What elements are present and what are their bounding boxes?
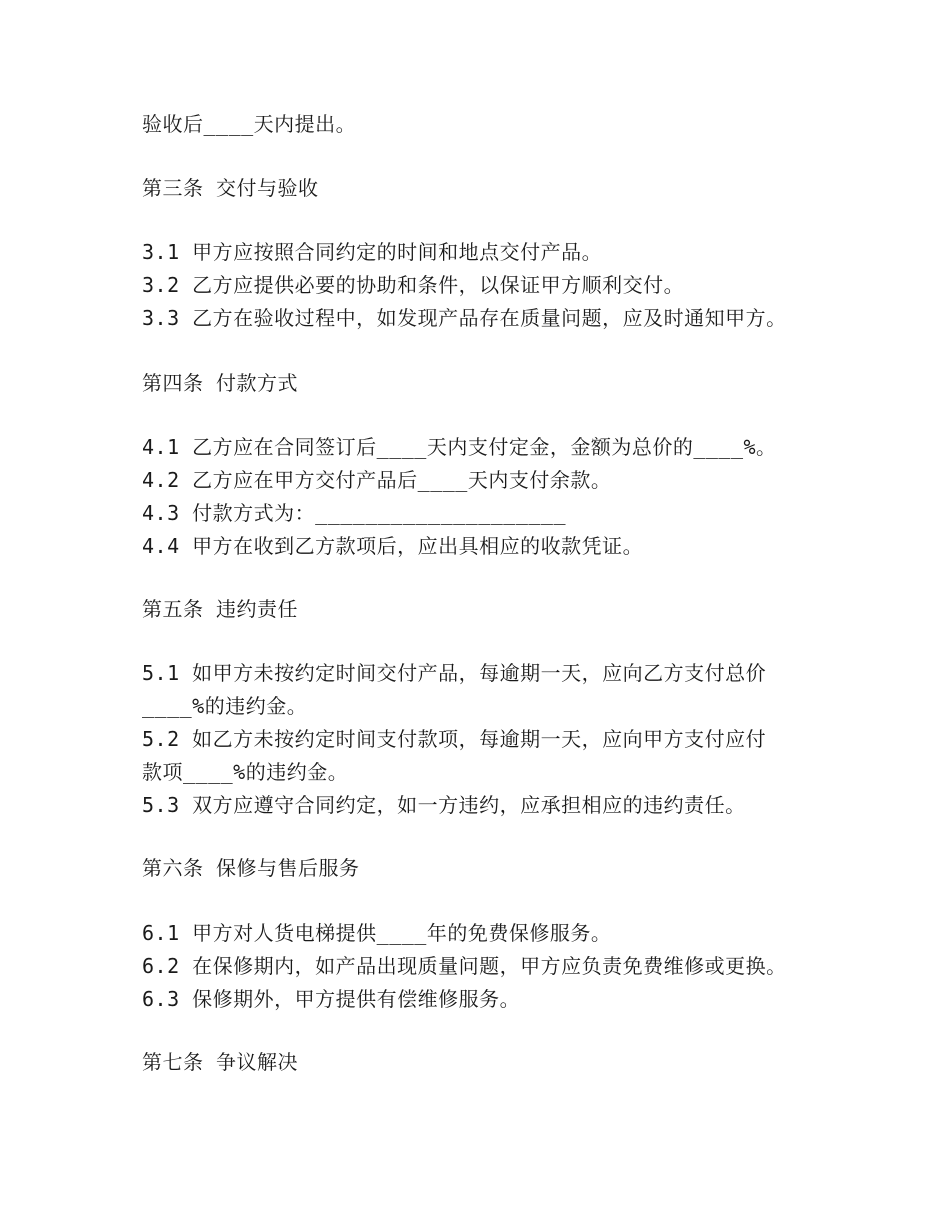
clause-4-4: 4.4 甲方在收到乙方款项后，应出具相应的收款凭证。 [142, 534, 644, 558]
section-heading-3: 第三条 交付与验收 [142, 176, 319, 200]
clause-3-2: 3.2 乙方应提供必要的协助和条件，以保证甲方顺利交付。 [142, 273, 685, 297]
clause-4-2: 4.2 乙方应在甲方交付产品后____天内支付余款。 [142, 468, 612, 492]
clause-6-2: 6.2 在保修期内，如产品出现质量问题，甲方应负责免费维修或更换。 [142, 954, 787, 978]
clause-5-1: 5.1 如甲方未按约定时间交付产品，每逾期一天，应向乙方支付总价 [142, 661, 767, 685]
clause-3-1: 3.1 甲方应按照合同约定的时间和地点交付产品。 [142, 240, 603, 264]
clause-6-1: 6.1 甲方对人货电梯提供____年的免费保修服务。 [142, 921, 612, 945]
section-heading-6: 第六条 保修与售后服务 [142, 856, 360, 880]
section-heading-7: 第七条 争议解决 [142, 1050, 299, 1074]
clause-5-3: 5.3 双方应遵守合同约定，如一方违约，应承担相应的违约责任。 [142, 793, 746, 817]
section-heading-5: 第五条 违约责任 [142, 597, 299, 621]
clause-5-2: 5.2 如乙方未按约定时间支付款项，每逾期一天，应向甲方支付应付 [142, 727, 767, 751]
text-line: 验收后____天内提出。 [142, 112, 357, 136]
clause-5-2-cont: 款项____%的违约金。 [142, 760, 349, 784]
clause-5-1-cont: ____%的违约金。 [142, 694, 308, 718]
clause-3-3: 3.3 乙方在验收过程中，如发现产品存在质量问题，应及时通知甲方。 [142, 306, 787, 330]
section-heading-4: 第四条 付款方式 [142, 371, 299, 395]
clause-4-3: 4.3 付款方式为：____________________ [142, 501, 566, 525]
clause-6-3: 6.3 保修期外，甲方提供有偿维修服务。 [142, 987, 521, 1011]
clause-4-1: 4.1 乙方应在合同签订后____天内支付定金，金额为总价的____%。 [142, 435, 777, 459]
